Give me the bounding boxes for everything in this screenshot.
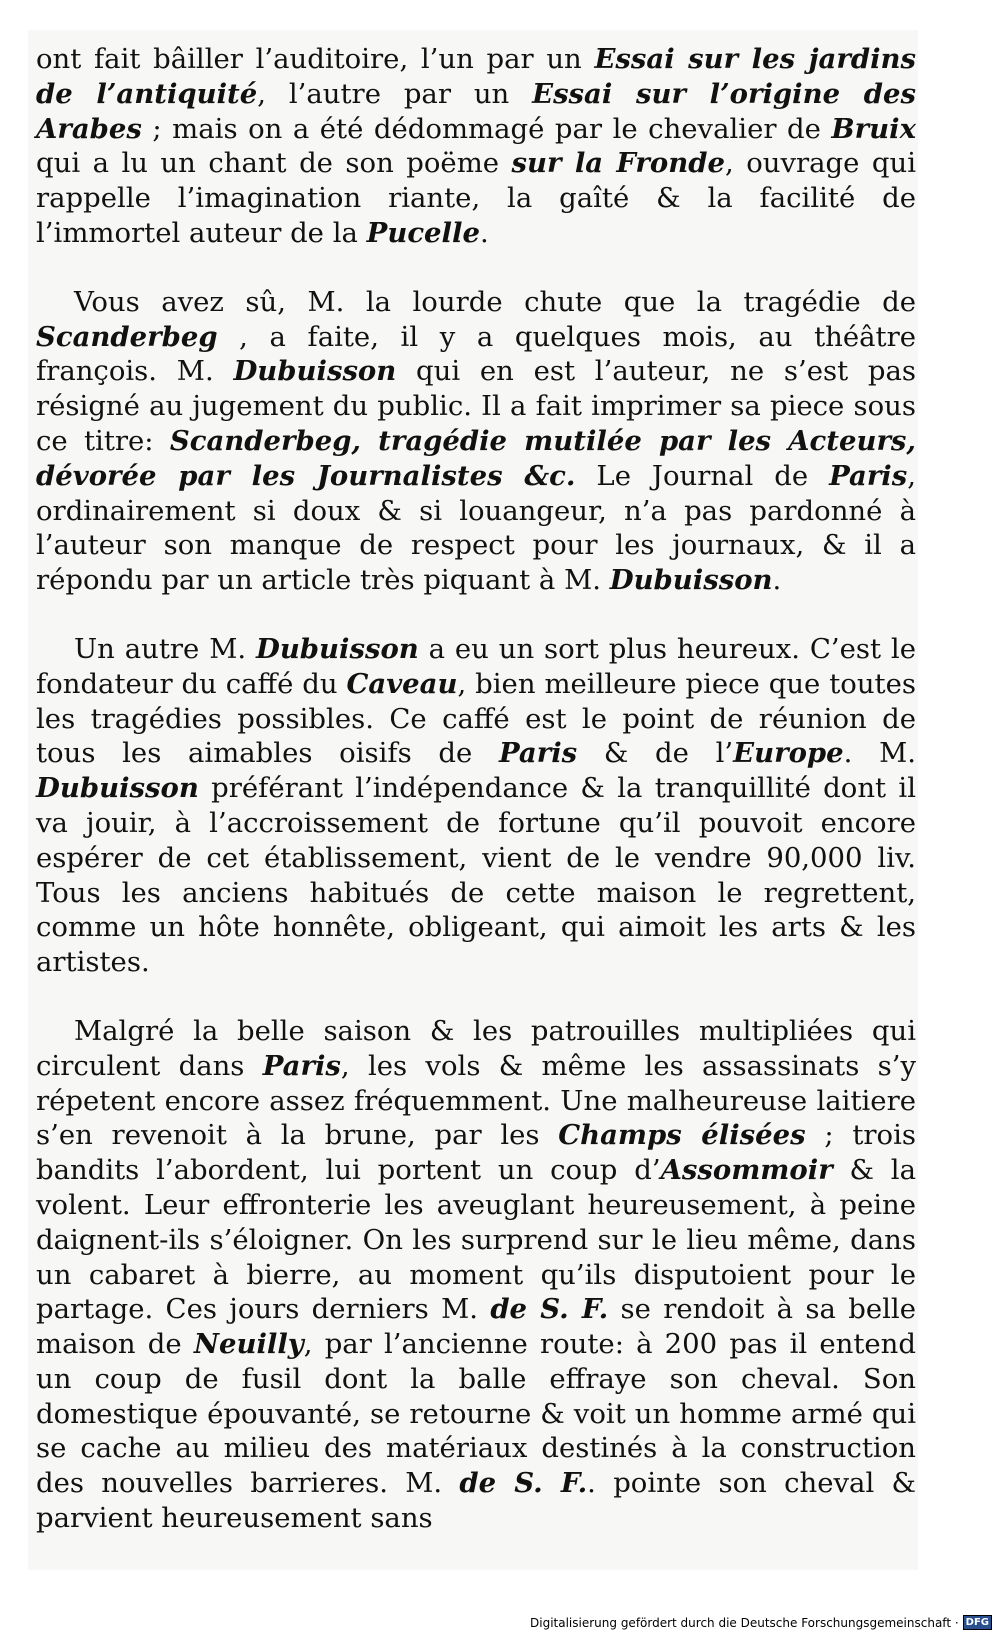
italic-text: Neuilly [193, 1328, 304, 1361]
italic-text: Dubuisson [36, 772, 199, 805]
italic-text: Essai sur les jardins de l’antiquité [36, 43, 916, 110]
text-run: & de l’ [577, 737, 734, 770]
text-run: qui a lu un chant de son poëme [36, 147, 512, 180]
text-run: , ordinairement si doux & si louangeur, n’a pas pardonné à l’auteur son manque de respect pour les journaux, & il a répondu par un article très piquant à M. [36, 459, 916, 597]
paragraph [36, 632, 916, 980]
italic-text: Scanderbeg [36, 320, 218, 353]
text-column [36, 42, 916, 1536]
italic-text: de S. F. [490, 1293, 609, 1326]
text-run: , a faite, il y a quelques mois, au théâtre françois. M. [36, 320, 916, 388]
text-run: . [479, 216, 489, 249]
italic-text: Scanderbeg, tragédie mutilée par les Acteurs, dévorée par les Journalistes &c. [36, 424, 916, 492]
italic-text: Paris [498, 737, 578, 770]
italic-text: Dubuisson [609, 564, 773, 597]
italic-text: Caveau [346, 667, 458, 700]
text-run: . M. [843, 737, 916, 770]
text-run: ; mais on a été dédommagé par le chevalier de [141, 112, 832, 145]
text-run: & la volent. Leur effronterie les aveuglant heureusement, à peine daignent-ils s’éloigner. On les surprend sur le lieu même, dans un cabaret à bierre, au moment qu’ils disputoient pour le partage. Ces jours derniers M. [36, 1154, 916, 1326]
text-run: qui en est l’auteur, ne s’est pas résigné au jugement du public. Il a fait imprimer sa piece sous ce titre: [36, 355, 916, 457]
text-run: . [772, 564, 782, 597]
paragraph [36, 1014, 916, 1536]
text-run: Malgré la belle saison & les patrouilles multipliées qui circulent dans [36, 1014, 916, 1082]
italic-text: Essai sur l’origine des Arabes [36, 77, 916, 145]
text-run: . pointe son cheval & parvient heureusement sans [36, 1467, 916, 1535]
italic-text: Europe [733, 737, 844, 770]
italic-text: sur la Fronde [511, 147, 725, 180]
text-run: a eu un sort plus heureux. C’est le fondateur du caffé du [36, 632, 916, 700]
italic-text: Dubuisson [255, 632, 419, 665]
text-run: , par l’ancienne route: à 200 pas il entend un coup de fusil dont la balle effraye son cheval. Son domestique épouvanté, se retourne & voit un homme armé qui se cache au milieu des matériaux destinés à la construction des nouvelles barrieres. M. [36, 1328, 916, 1500]
text-run: Vous avez sû, M. la lourde chute que la tragédie de [74, 285, 916, 318]
text-run: , l’autre par un [257, 77, 533, 110]
text-run: Le Journal de [575, 459, 830, 492]
italic-text: Champs élisées [558, 1119, 806, 1152]
italic-text: Pucelle [366, 216, 480, 249]
text-run: , bien meilleure piece que toutes les tragédies possibles. Ce caffé est le point de réunion de tous les aimables oisifs de [36, 667, 916, 770]
paragraph [36, 42, 916, 251]
italic-text: Paris [829, 459, 908, 492]
text-run: Un autre M. [74, 632, 256, 665]
italic-text: de S. F. [459, 1467, 588, 1500]
italic-text: Dubuisson [233, 355, 397, 388]
text-run: ; trois bandits l’abordent, lui portent un coup d’ [36, 1119, 916, 1187]
text-run: , ouvrage qui rappelle l’imagination riante, la gaîté & la facilité de l’immortel auteur de la [36, 147, 917, 249]
dfg-logo: DFG [963, 1615, 992, 1630]
text-run: préférant l’indépendance & la tranquillité dont il va jouir, à l’accroissement de fortune qu’il pouvoit encore espérer de cet établissement, vient de le vendre 90,000 liv. Tous les anciens habitués de cette maison le regrettent, comme un hôte honnête, obligeant, qui aimoit les arts & les artistes. [36, 772, 916, 979]
text-run: se rendoit à sa belle maison de [36, 1293, 916, 1361]
footer-credit: Digitalisierung gefördert durch die Deutsche Forschungsgemeinschaft · [530, 1615, 959, 1630]
italic-text: Paris [262, 1049, 341, 1082]
text-run: ont fait bâiller l’auditoire, l’un par un [36, 43, 595, 75]
digitization-footer [530, 1615, 992, 1630]
text-run: , les vols & même les assassinats s’y répetent encore assez fréquemment. Une malheureuse laitiere s’en revenoit à la brune, par les [36, 1049, 916, 1152]
paragraph [36, 285, 916, 598]
italic-text: Assommoir [660, 1154, 833, 1187]
italic-text: Bruix [831, 112, 916, 145]
